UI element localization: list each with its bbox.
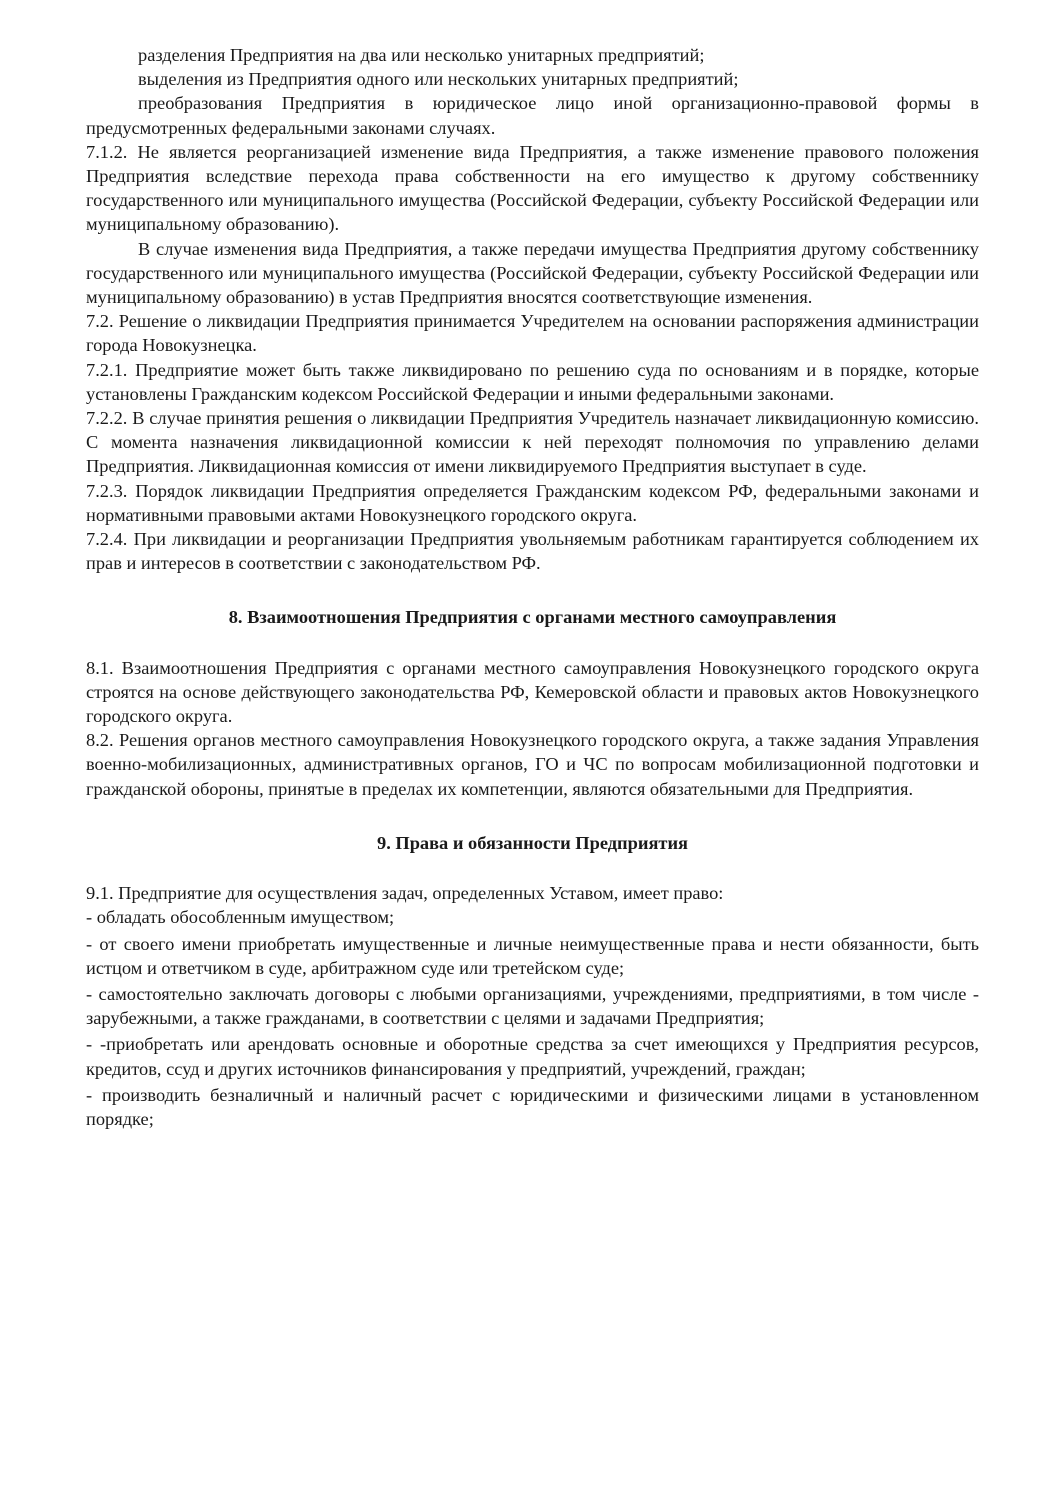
clause-7-2-4: 7.2.4. При ликвидации и реорганизации Предприятия увольняемым работникам гарантируется соблюдением их прав и интересов в соответствии с законодательством РФ. xyxy=(86,529,979,574)
clause-item-division: разделения Предприятия на два или несколько унитарных предприятий; xyxy=(138,45,705,65)
clause-7-2-3: 7.2.3. Порядок ликвидации Предприятия определяется Гражданским кодексом РФ, федеральными законами и нормативными правовыми актами Новокузнецкого городского округа. xyxy=(86,480,979,525)
clause-item-separation: выделения из Предприятия одного или нескольких унитарных предприятий; xyxy=(138,69,739,90)
list-item: - -приобретать или арендовать основные и оборотные средства за счет имеющихся у Предприятия ресурсов, кредитов, ссуд и других источников финансирования у предприятий, учреждений, граждан; xyxy=(86,1034,979,1079)
list-item: - производить безналичный и наличный расчет с юридическими и физическими лицами в установленном порядке; xyxy=(86,1084,979,1129)
list-item: - обладать обособленным имуществом; xyxy=(86,907,395,928)
clause-9-1: 9.1. Предприятие для осуществления задач, определенных Уставом, имеет право: xyxy=(86,883,724,904)
clause-item-transformation: преобразования Предприятия в юридическое лицо иной организационно-правовой формы в предусмотренных федеральными законами случаях. xyxy=(86,93,979,138)
list-item: - самостоятельно заключать договоры с любыми организациями, учреждениями, предприятиями, в том числе - зарубежными, а также гражданами, в соответствии с целями и задачами Предприятия; xyxy=(86,983,979,1029)
clause-8-1: 8.1. Взаимоотношения Предприятия с органами местного самоуправления Новокузнецкого городского округа строятся на основе действующего законодательства РФ, Кемеровской области и правовых актов Новокузнецкого городского округа. xyxy=(86,657,979,727)
list-item: - от своего имени приобретать имущественные и личные неимущественные права и нести обязанности, быть истцом и ответчиком в суде, арбитражном суде или третейском суде; xyxy=(86,933,979,978)
clause-7-1-2-continued: В случае изменения вида Предприятия, а также передачи имущества Предприятия другому собственнику государственного или муниципального имущества (Российской Федерации, субъекту Российской Федерации или муниципальному образованию) в устав Предприятия вносятся соответствующие изменения. xyxy=(86,238,979,308)
clause-7-2-2: 7.2.2. В случае принятия решения о ликвидации Предприятия Учредитель назначает ликвидационную комиссию. С момента назначения ликвидационной комиссии к ней переходят полномочия по управлению делами Предприятия. Ликвидационная комиссия от имени ликвидируемого Предприятия выступает в суде. xyxy=(86,408,979,477)
document-body xyxy=(86,43,979,1131)
clause-7-2: 7.2. Решение о ликвидации Предприятия принимается Учредителем на основании распоряжения администрации города Новокузнецка. xyxy=(86,311,979,356)
section-8-title: 8. Взаимоотношения Предприятия с органами местного самоуправления xyxy=(228,607,837,628)
clause-7-1-2: 7.1.2. Не является реорганизацией изменение вида Предприятия, а также изменение правового положения Предприятия вследствие перехода права собственности на его имущество к другому собственнику государственного или муниципального имущества (Российской Федерации, субъекту Российской Федерации или муниципальному образованию). xyxy=(86,141,979,235)
clause-7-2-1: 7.2.1. Предприятие может быть также ликвидировано по решению суда по основаниям и в порядке, которые установлены Гражданским кодексом Российской Федерации и иными федеральными законами. xyxy=(86,359,979,404)
section-9-title: 9. Права и обязанности Предприятия xyxy=(377,832,688,853)
clause-8-2: 8.2. Решения органов местного самоуправления Новокузнецкого городского округа, а также задания Управления военно-мобилизационных, административных органов, ГО и ЧС по вопросам мобилизационной подготовки и гражданской обороны, принятые в пределах их компетенции, являются обязательными для Предприятия. xyxy=(86,730,979,799)
